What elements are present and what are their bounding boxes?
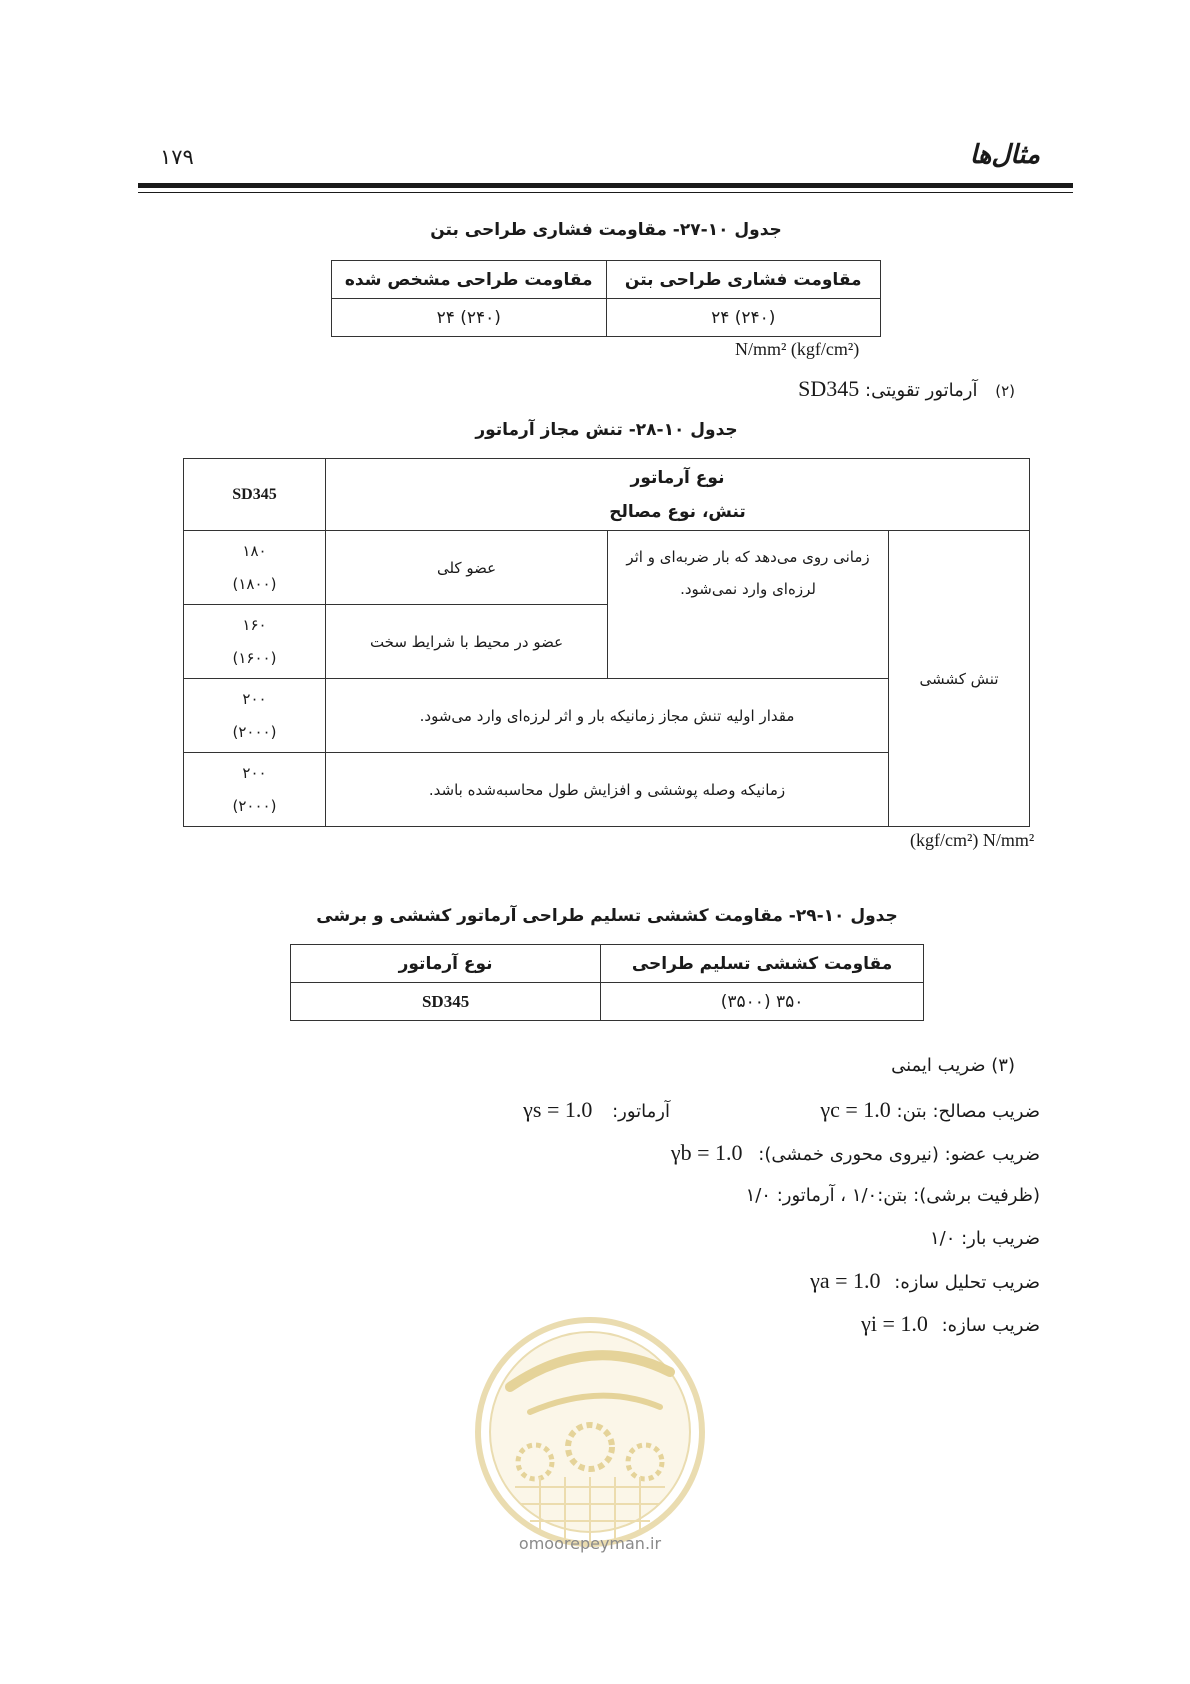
table28-grade-header: SD345 bbox=[184, 459, 326, 531]
table-row bbox=[291, 945, 924, 983]
table28-row4-value bbox=[184, 753, 326, 827]
table28-row4-value-kgf: (۲۰۰۰) bbox=[232, 796, 277, 815]
item2-text: آرماتور تقویتی: bbox=[865, 380, 978, 401]
analysis-factor-line bbox=[810, 1268, 1040, 1294]
table27-col2-value: (۲۴۰) ۲۴ bbox=[332, 299, 607, 337]
table29 bbox=[290, 944, 924, 1021]
table27-unit: N/mm² (kgf/cm²) bbox=[735, 339, 860, 359]
member-label: ضریب عضو: (نیروی محوری خمشی): bbox=[758, 1144, 1040, 1165]
header-rule-thick bbox=[138, 183, 1073, 188]
table-row bbox=[332, 261, 881, 299]
shear-capacity-line: (ظرفیت برشی): بتن:۱/۰ ، آرماتور: ۱/۰ bbox=[745, 1185, 1040, 1206]
table29-col1-header: مقاومت کششی تسلیم طراحی bbox=[601, 945, 924, 983]
page-number: ۱۷۹ bbox=[160, 145, 194, 169]
table29-col1-value: ۳۵۰ (۳۵۰۰) bbox=[601, 983, 924, 1021]
table28-row1-value bbox=[184, 531, 326, 605]
table28-row1-value-main: ۱۸۰ bbox=[242, 541, 267, 560]
table27 bbox=[331, 260, 881, 337]
table28-row2-value-main: ۱۶۰ bbox=[242, 615, 267, 634]
material-factor-line bbox=[820, 1097, 1040, 1123]
table28-condition: زمانی روی می‌دهد که بار ضربه‌ای و اثر لرزه‌ای وارد نمی‌شود. bbox=[608, 531, 889, 679]
table-row bbox=[291, 983, 924, 1021]
item2-line bbox=[798, 376, 1015, 402]
table28-row3-value-main: ۲۰۰ bbox=[242, 689, 267, 708]
table28-row3-desc: مقدار اولیه تنش مجاز زمانیکه بار و اثر لرزه‌ای وارد می‌شود. bbox=[326, 679, 889, 753]
table28-row2-value-kgf: (۱۶۰۰) bbox=[232, 648, 277, 667]
watermark-url: omoorepeyman.ir bbox=[518, 1534, 662, 1553]
table28-row1-desc: عضو کلی bbox=[326, 531, 608, 605]
item2-marker: (۲) bbox=[995, 382, 1015, 400]
table27-col1-value: (۲۴۰) ۲۴ bbox=[606, 299, 881, 337]
table-row bbox=[184, 531, 1030, 605]
table27-col2-header: مقاومت طراحی مشخص شده bbox=[332, 261, 607, 299]
table29-caption: جدول ۱۰-۲۹- مقاومت کششی تسلیم طراحی آرماتور کششی و برشی bbox=[316, 906, 898, 926]
member-factor-line bbox=[671, 1140, 1040, 1166]
table27-caption: جدول ۱۰-۲۷- مقاومت فشاری طراحی بتن bbox=[430, 220, 782, 240]
table28-caption: جدول ۱۰-۲۸- تنش مجاز آرماتور bbox=[475, 420, 738, 440]
table28-row4-value-main: ۲۰۰ bbox=[242, 763, 267, 782]
table28-row3-value-kgf: (۲۰۰۰) bbox=[232, 722, 277, 741]
table28 bbox=[183, 458, 1030, 827]
table29-col2-value: SD345 bbox=[291, 983, 601, 1021]
table29-col2-header: نوع آرماتور bbox=[291, 945, 601, 983]
gamma-b: γb = 1.0 bbox=[670, 1140, 743, 1165]
structure-factor-line bbox=[861, 1311, 1040, 1337]
structure-label: ضریب سازه: bbox=[941, 1315, 1040, 1336]
running-header-title: مثال‌ها bbox=[969, 140, 1040, 170]
table28-row2-desc: عضو در محیط با شرایط سخت bbox=[326, 605, 608, 679]
table28-type-header bbox=[326, 459, 1030, 531]
gamma-s: γs = 1.0 bbox=[523, 1097, 593, 1122]
table28-row1-value-kgf: (۱۸۰۰) bbox=[232, 574, 277, 593]
gamma-i: γi = 1.0 bbox=[861, 1311, 928, 1336]
analysis-label: ضریب تحلیل سازه: bbox=[894, 1272, 1040, 1293]
rebar-label: آرماتور: bbox=[612, 1101, 670, 1122]
table-row bbox=[332, 299, 881, 337]
table28-row2-value bbox=[184, 605, 326, 679]
table28-type-header-line2: تنش، نوع مصالح bbox=[609, 501, 746, 522]
gamma-a: γa = 1.0 bbox=[810, 1268, 881, 1293]
material-label: ضریب مصالح: بتن: bbox=[896, 1101, 1040, 1122]
table28-unit: (kgf/cm²) N/mm² bbox=[910, 830, 1035, 850]
table28-row3-value bbox=[184, 679, 326, 753]
rebar-factor-line bbox=[523, 1097, 670, 1123]
item2-value: SD345 bbox=[798, 376, 860, 401]
watermark-logo bbox=[470, 1312, 710, 1552]
table27-col1-header: مقاومت فشاری طراحی بتن bbox=[606, 261, 881, 299]
table28-type-header-line1: نوع آرماتور bbox=[630, 467, 725, 488]
table28-row4-desc: زمانیکه وصله پوششی و افزایش طول محاسبه‌شده باشد. bbox=[326, 753, 889, 827]
safety-heading: (۳) ضریب ایمنی bbox=[891, 1055, 1015, 1076]
table28-stress-type: تنش کششی bbox=[889, 531, 1030, 827]
load-factor-line: ضریب بار: ۱/۰ bbox=[929, 1228, 1040, 1249]
table-row bbox=[184, 459, 1030, 531]
header-rule-thin bbox=[138, 192, 1073, 193]
gamma-c: γc = 1.0 bbox=[820, 1097, 891, 1122]
